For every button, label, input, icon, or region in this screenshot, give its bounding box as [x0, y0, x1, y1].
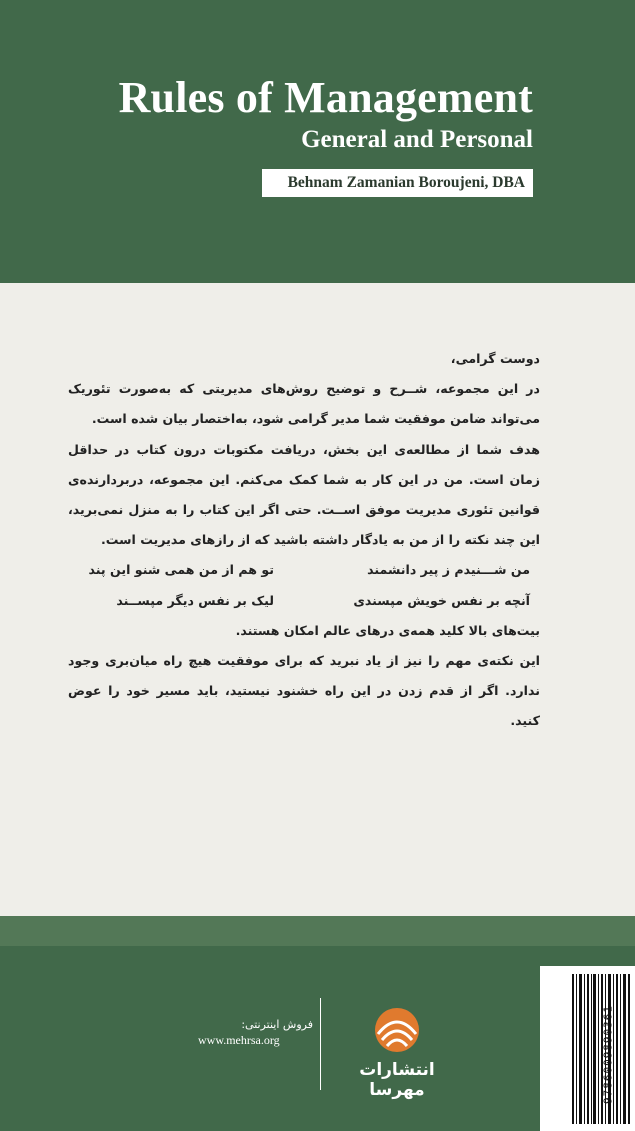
publisher-website: www.mehrsa.org — [198, 1033, 280, 1047]
verse-hemistich-left: تو هم از من همی شنو این پند — [88, 562, 274, 578]
verse-hemistich-right: آنچه بر نفس خویش مپسندی — [353, 592, 530, 608]
back-cover-text — [68, 344, 540, 737]
divider — [320, 998, 321, 1090]
paragraph-shortcut: این نکته‌ی مهم را نیز از یاد نبرید که برای موفقیت هیچ راه میان‌بری وجود ندارد. اگر از قدم زدن در این راه خشنود نیستید، باید مسیر خود را عوض کنید. — [68, 653, 540, 729]
verse-hemistich-right: من شـــنیدم ز پیر دانشمند — [367, 562, 530, 578]
barcode — [540, 966, 635, 1131]
paragraph-goal: هدف شما از مطالعه‌ی این بخش، دریافت مکتوبات درون کتاب در حداقل زمان است. من در این کار به شما کمک می‌کنم. این مجموعه، دربردارنده‌ی قوانین تئوری مدیریت موفق اســت. حتی اگر این کتاب را به منزل نمی‌برید، این چند نکته را از من به یادگار داشته باشید که از رازهای مدیریت است. — [68, 441, 540, 548]
poem-verse — [68, 586, 540, 616]
publisher-name: انتشارات مهرسا — [359, 1060, 435, 1100]
greeting: دوست گرامی، — [450, 351, 540, 366]
book-subtitle: General and Personal — [301, 126, 533, 153]
paragraph-key: بیت‌های بالا کلید همه‌ی درهای عالم امکان هستند. — [235, 622, 540, 638]
poem-verse — [68, 555, 540, 585]
isbn-number: 9786009890361 — [601, 1004, 615, 1105]
book-title: Rules of Management — [118, 73, 533, 122]
verse-hemistich-left: لیک بر نفس دیگر مپســند — [116, 592, 274, 608]
poem — [68, 555, 540, 615]
online-sales-label: فروش اینترنتی: — [241, 1018, 313, 1031]
barcode-bars — [540, 966, 635, 1131]
author-label: Behnam Zamanian Boroujeni, DBA — [262, 169, 533, 197]
paragraph-intro: در این مجموعه، شــرح و توضیح روش‌های مدیریتی که به‌صورت تئوریک می‌تواند ضامن موفقیت شما مدیر گرامی شود، به‌اختصار بیان شده است. — [68, 381, 540, 427]
band-stripe — [0, 916, 635, 946]
